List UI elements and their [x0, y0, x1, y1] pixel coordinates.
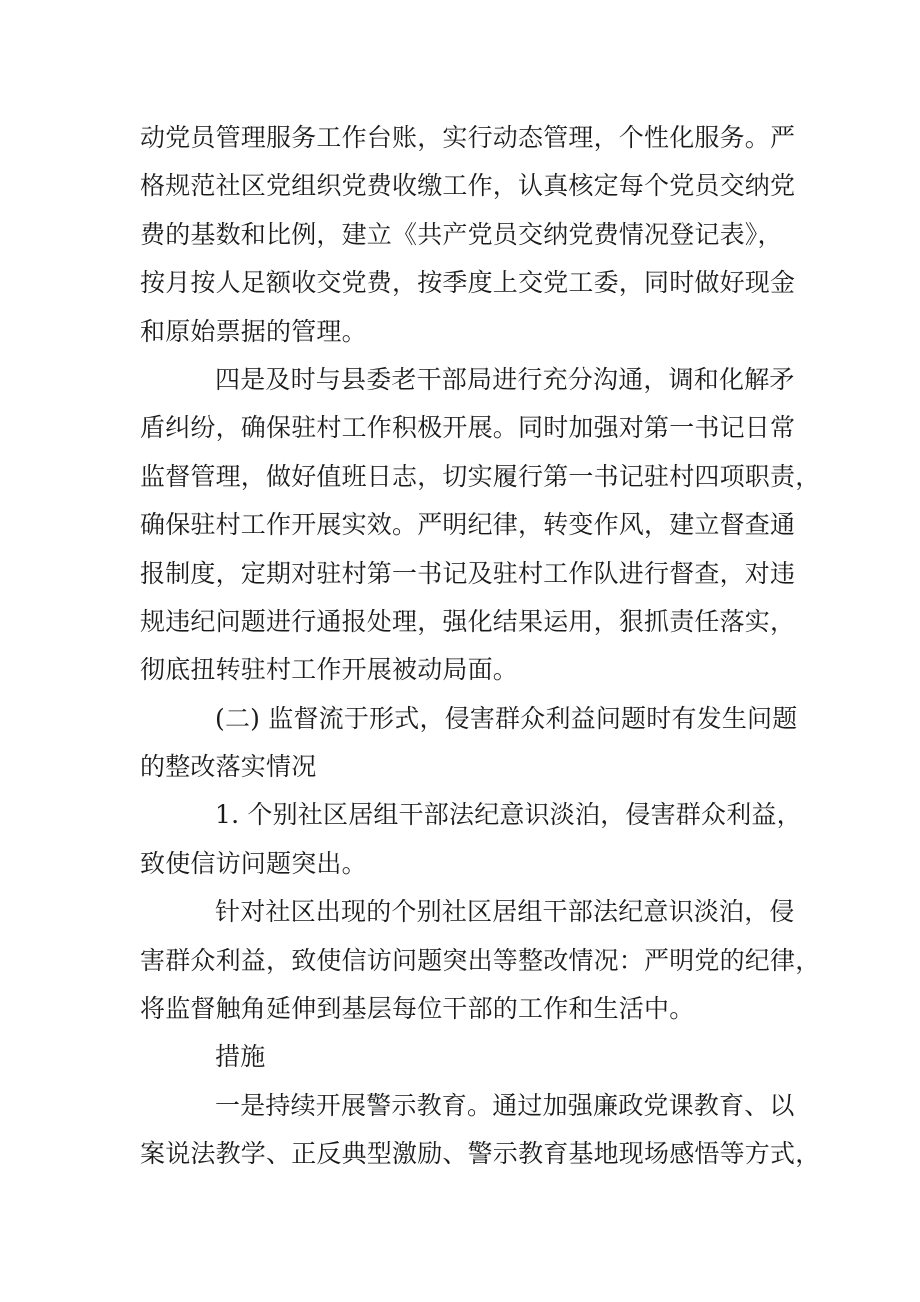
text-line: 盾纠纷，确保驻村工作积极开展。同时加强对第一书记日常	[140, 413, 796, 443]
text-line: 格规范社区党组织党费收缴工作，认真核定每个党员交纳党	[140, 171, 796, 201]
numbered-item	[140, 791, 802, 888]
text-line: 的整改落实情况	[140, 752, 317, 782]
text-line: 一是持续开展警示教育。通过加强廉政党课教育、以	[215, 1090, 795, 1120]
text-line: 报制度，定期对驻村第一书记及驻村工作队进行督查，对违	[140, 558, 796, 588]
text-line: 将监督触角延伸到基层每位干部的工作和生活中。	[140, 994, 695, 1024]
document-body	[140, 114, 821, 1179]
paragraph	[140, 114, 796, 356]
text-line: 监督管理，做好值班日志，切实履行第一书记驻村四项职责，	[140, 461, 821, 491]
text-line: 四是及时与县委老干部局进行充分沟通，调和化解矛	[215, 364, 795, 394]
text-line: 措施	[215, 1042, 266, 1072]
paragraph	[140, 1082, 821, 1179]
text-line: 针对社区出现的个别社区居组干部法纪意识淡泊，侵	[215, 897, 795, 927]
text-line: 1. 个别社区居组干部法纪意识淡泊，侵害群众利益，	[215, 800, 802, 830]
text-line: 案说法教学、正反典型激励、警示教育基地现场感悟等方式，	[140, 1139, 821, 1169]
text-line: 费的基数和比例，建立《共产党员交纳党费情况登记表》，	[140, 219, 783, 249]
section-heading	[140, 695, 798, 792]
text-line: 彻底扭转驻村工作开展被动局面。	[140, 655, 519, 685]
text-line: 确保驻村工作开展实效。严明纪律，转变作风，建立督查通	[140, 510, 796, 540]
paragraph	[140, 888, 821, 1033]
text-line: 规违纪问题进行通报处理，强化结果运用，狠抓责任落实，	[140, 606, 796, 636]
text-line: 按月按人足额收交党费，按季度上交党工委，同时做好现金	[140, 268, 796, 298]
text-line: 和原始票据的管理。	[140, 316, 367, 346]
text-line: 动党员管理服务工作台账，实行动态管理，个性化服务。严	[140, 123, 796, 152]
subheading	[140, 1033, 782, 1081]
text-line: 害群众利益，致使信访问题突出等整改情况：严明党的纪律，	[140, 945, 821, 975]
text-line: (二) 监督流于形式，侵害群众利益问题时有发生问题	[215, 703, 798, 733]
paragraph	[140, 356, 821, 695]
text-line: 致使信访问题突出。	[140, 848, 367, 878]
